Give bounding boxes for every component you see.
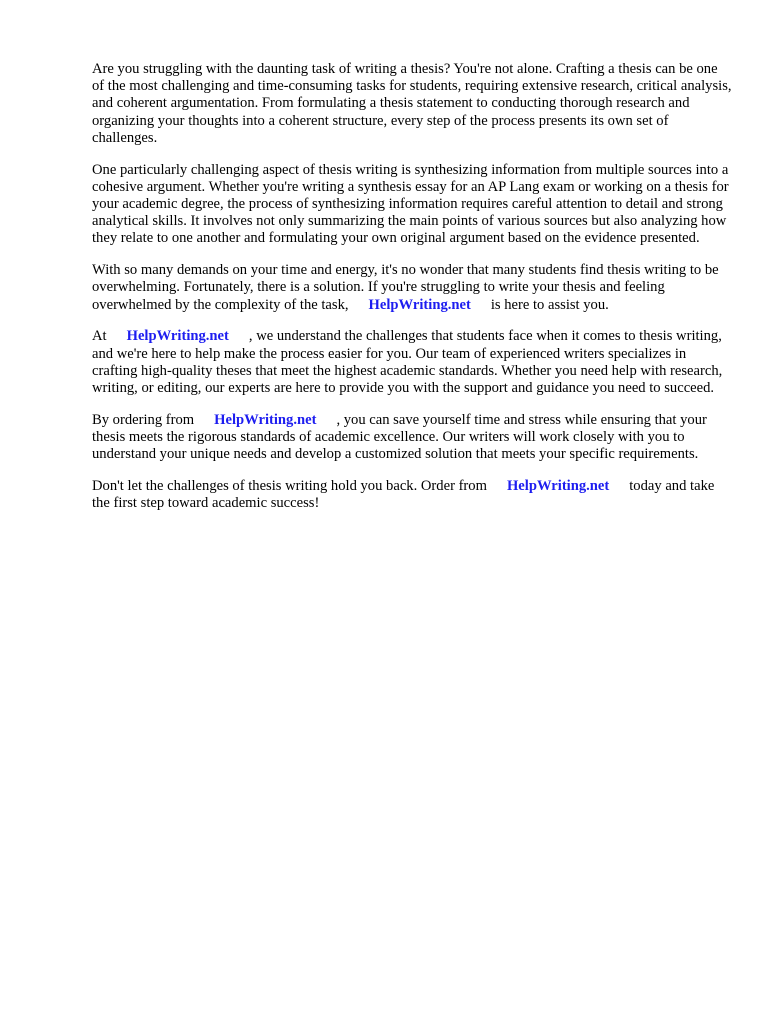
paragraph-call-to-action [92,478,732,512]
paragraph-text: , we understand the challenges that students face when it comes to thesis writing, and we're here to help make the process easier for you. Our team of experienced writers specializes in crafting high-quality theses that meet the highest academic standards. Whether you need help with research, writing, or editing, our experts are here to provide you with the support and guidance you need to succeed. [92,328,723,397]
paragraph-intro: Are you struggling with the daunting task of writing a thesis? You're not alone. Crafting a thesis can be one of the most challenging and time-consuming tasks for students, requiring extensive research, critical analysis, and coherent argumentation. From formulating a thesis statement to conducting thorough research and organizing your thoughts into a coherent structure, every step of the process presents its own set of challenges. [92,61,732,146]
paragraph-text: With so many demands on your time and energy, it's no wonder that many students find thesis writing to be overwhelming. Fortunately, there is a solution. If you're struggling to write your thesis and feeling overwhelmed by the complexity of the task, [92,262,719,313]
paragraph-about [92,328,732,397]
paragraph-text: At [92,328,107,345]
helpwriting-link[interactable]: HelpWriting.net [368,296,471,313]
paragraph-synthesis: One particularly challenging aspect of thesis writing is synthesizing information from multiple sources into a cohesive argument. Whether you're writing a synthesis essay for an AP Lang exam or working on a thesis for your academic degree, the process of synthesizing information requires careful attention to detail and strong analytical skills. It involves not only summarizing the main points of various sources but also analyzing how they relate to one another and formulating your own original argument based on the evidence presented. [92,161,729,247]
paragraph-benefits [92,412,732,464]
helpwriting-link[interactable]: HelpWriting.net [126,328,229,345]
helpwriting-link[interactable]: HelpWriting.net [506,478,610,495]
paragraph-text: , you can save yourself time and stress while ensuring that your thesis meets the rigorous standards of academic excellence. Our writers will work closely with you to understand your unique needs and develop a customized solution that meets your specific requirements. [92,411,707,463]
helpwriting-link[interactable]: HelpWriting.net [214,411,317,428]
paragraph-text: today and take the first step toward academic success! [92,478,715,512]
document-body [92,61,732,527]
paragraph-text: By ordering from [92,411,195,428]
paragraph-solution [92,262,732,314]
paragraph-text: Don't let the challenges of thesis writing hold you back. Order from [92,478,487,495]
paragraph-text: is here to assist you. [490,296,609,313]
